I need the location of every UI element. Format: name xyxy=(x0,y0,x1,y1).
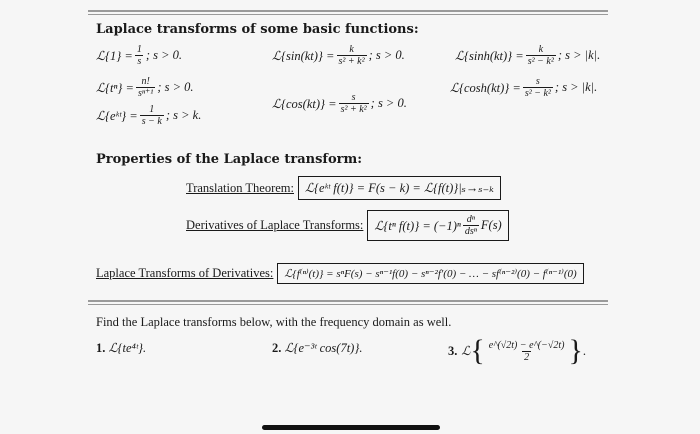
formula-cosh-lhs: ℒ{cosh(kt)} = xyxy=(450,80,521,95)
home-indicator[interactable] xyxy=(262,425,440,430)
formula-sinh-cond: ; s > |k|. xyxy=(557,48,601,62)
problem-1 xyxy=(96,340,146,356)
problem-2-label: 2. xyxy=(272,341,282,355)
problem-3-num: e^(√2t) − e^(−√2t) xyxy=(488,339,565,351)
formula-sinh-den: s² − k² xyxy=(527,56,554,67)
formula-one xyxy=(96,44,182,67)
transforms-of-derivatives-label: Laplace Transforms of Derivatives: xyxy=(96,266,274,280)
formula-ekt-den: s − k xyxy=(141,116,162,127)
formula-cos xyxy=(272,92,407,115)
translation-theorem-label: Translation Theorem: xyxy=(186,180,294,195)
formula-ekt-lhs: ℒ{eᵏᵗ} = xyxy=(96,108,138,123)
formula-tn-cond: ; s > 0. xyxy=(157,80,194,94)
problem-2 xyxy=(272,340,362,356)
translation-theorem xyxy=(186,176,501,200)
problems-instruction: Find the Laplace transforms below, with the frequency domain as well. xyxy=(96,315,452,329)
formula-sin-den: s² + k² xyxy=(338,56,365,67)
formula-ekt xyxy=(96,104,201,127)
top-rule-thin xyxy=(88,14,608,15)
formula-cosh-num: s xyxy=(535,76,540,87)
formula-cos-den: s² + k² xyxy=(340,104,367,115)
formula-tn-num: n! xyxy=(141,76,150,87)
problem-3 xyxy=(448,336,586,366)
derivatives-of-transforms xyxy=(186,210,509,241)
formula-one-den: s xyxy=(137,56,142,67)
right-brace-icon: } xyxy=(568,334,583,367)
formula-cosh-den: s² − k² xyxy=(524,88,551,99)
formula-cosh-cond: ; s > |k|. xyxy=(554,80,598,94)
derivatives-of-transforms-label: Derivatives of Laplace Transforms: xyxy=(186,218,364,232)
top-rule xyxy=(88,10,608,12)
problem-2-expr: ℒ{e⁻³ᵗ cos(7t)}. xyxy=(284,341,363,355)
derivatives-rhs: F(s) xyxy=(480,218,502,232)
problem-3-prefix: ℒ xyxy=(461,344,471,358)
formula-tn-den: sⁿ⁺¹ xyxy=(137,88,154,99)
formula-sinh-lhs: ℒ{sinh(kt)} = xyxy=(455,48,524,63)
formula-tn xyxy=(96,76,194,99)
left-brace-icon: { xyxy=(470,334,485,367)
derivatives-num: dⁿ xyxy=(466,214,475,225)
problem-3-den: 2 xyxy=(524,351,530,363)
transforms-of-derivatives xyxy=(96,263,584,284)
formula-sin-lhs: ℒ{sin(kt)} = xyxy=(272,48,335,63)
derivatives-of-transforms-box xyxy=(367,210,508,241)
formula-sin xyxy=(272,44,405,67)
formula-sinh xyxy=(455,44,600,67)
formula-cos-lhs: ℒ{cos(kt)} = xyxy=(272,96,337,111)
derivatives-lhs: ℒ{tⁿ f(t)} = (−1)ⁿ xyxy=(374,218,461,233)
formula-sin-cond: ; s > 0. xyxy=(368,48,405,62)
formula-cosh xyxy=(450,76,597,99)
problem-3-suffix: . xyxy=(582,343,586,358)
formula-one-lhs: ℒ{1} = xyxy=(96,48,133,63)
transforms-of-derivatives-box: ℒ{f⁽ⁿ⁾(t)} = sⁿF(s) − sⁿ⁻¹f(0) − sⁿ⁻²f′(0) − … − sf⁽ⁿ⁻²⁾(0) − f⁽ⁿ⁻¹⁾(0) xyxy=(277,263,583,284)
problem-1-expr: ℒ{te⁴ᵗ}. xyxy=(108,341,147,355)
section-title-properties: Properties of the Laplace transform: xyxy=(96,152,363,167)
mid-rule-thin xyxy=(88,304,608,305)
formula-sinh-num: k xyxy=(538,44,544,55)
problem-1-label: 1. xyxy=(96,341,106,355)
formula-sin-num: k xyxy=(349,44,354,55)
derivatives-den: dsⁿ xyxy=(464,226,477,237)
formula-cos-cond: ; s > 0. xyxy=(370,96,407,110)
formula-one-cond: ; s > 0. xyxy=(145,48,183,62)
section-title-basic: Laplace transforms of some basic functions: xyxy=(96,22,419,37)
formula-cos-num: s xyxy=(351,92,356,103)
formula-ekt-num: 1 xyxy=(149,104,155,115)
mid-rule xyxy=(88,300,608,302)
problem-3-label: 3. xyxy=(448,343,458,358)
translation-theorem-box: ℒ{eᵏᵗ f(t)} = F(s − k) = ℒ{f(t)}|ₛ→ₛ₋ₖ xyxy=(298,176,501,200)
formula-one-num: 1 xyxy=(136,44,142,55)
formula-ekt-cond: ; s > k. xyxy=(165,108,202,122)
formula-tn-lhs: ℒ{tⁿ} = xyxy=(96,80,134,95)
